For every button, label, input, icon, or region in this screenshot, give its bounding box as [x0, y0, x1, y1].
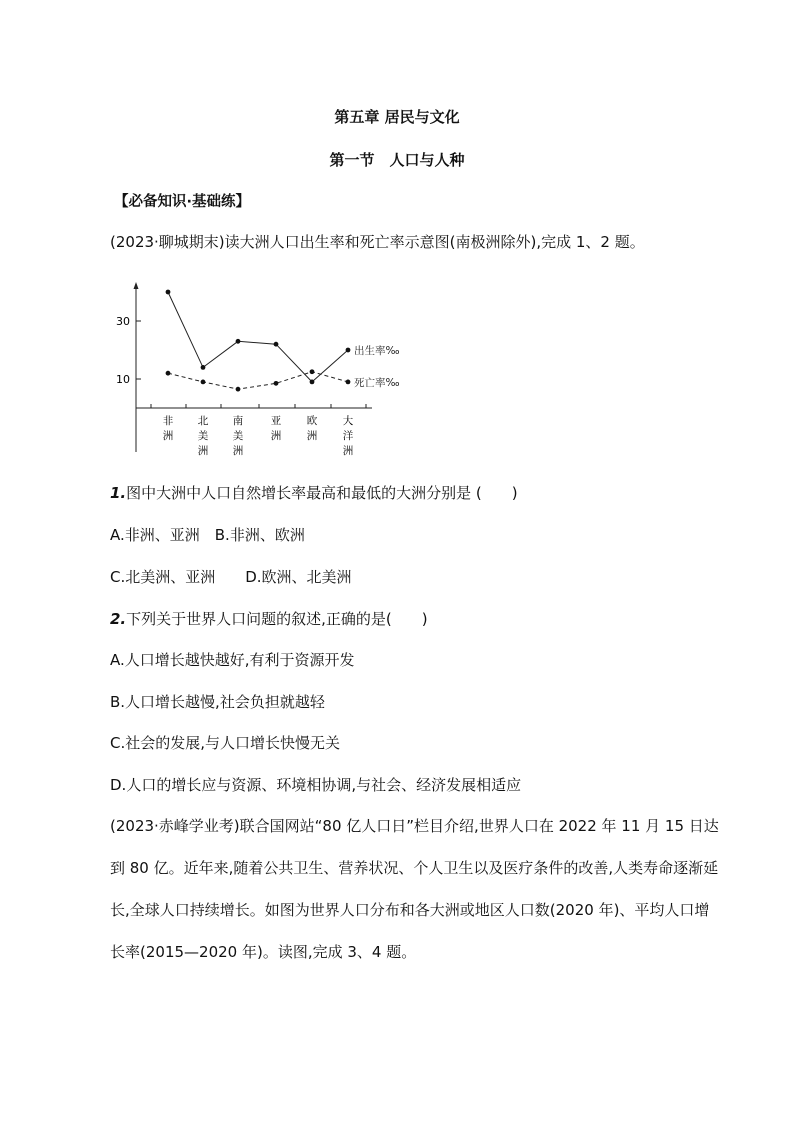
- death-rate-label: 死亡率‰: [354, 376, 400, 389]
- birth-death-rate-chart: [110, 278, 400, 458]
- x-category-label: 南: [232, 415, 244, 427]
- question-2-option-d: D.人口的增长应与资源、环境相协调,与社会、经济发展相适应: [110, 776, 522, 794]
- x-category-label: 北: [197, 415, 209, 427]
- birth-rate-point: [346, 348, 351, 353]
- x-category-label: 美: [232, 430, 244, 442]
- birth-rate-label: 出生率‰: [354, 345, 400, 357]
- death-rate-line: [168, 372, 348, 389]
- question-1-number: 1.: [110, 484, 127, 502]
- birth-rate-point: [310, 380, 315, 385]
- x-category-label: 洲: [197, 445, 209, 457]
- x-category-label: 洲: [270, 430, 282, 442]
- question-1-text: 图中大洲中人口自然增长率最高和最低的大洲分别是 ( ): [126, 484, 518, 502]
- x-category-label: 亚: [270, 415, 282, 427]
- question-2-text: 下列关于世界人口问题的叙述,正确的是( ): [126, 610, 428, 628]
- birth-rate-line: [168, 292, 348, 382]
- question-2-option-a: A.人口增长越快越好,有利于资源开发: [110, 651, 355, 669]
- question-1-stem: [110, 482, 518, 503]
- x-category-label: 美: [197, 430, 209, 442]
- death-rate-point: [166, 371, 171, 376]
- question-2-stem: [110, 608, 428, 629]
- y-axis-arrow: [134, 282, 139, 289]
- intro-text-1: (2023·聊城期末)读大洲人口出生率和死亡率示意图(南极洲除外),完成 1、2 题。: [110, 233, 645, 251]
- x-category-label: 洲: [342, 445, 354, 457]
- x-category-label: 洋: [342, 430, 354, 442]
- birth-rate-point: [201, 365, 206, 370]
- death-rate-point: [236, 387, 241, 392]
- section-title: 第一节 人口与人种: [329, 151, 465, 169]
- x-category-label: 洲: [232, 445, 244, 457]
- death-rate-point: [310, 369, 315, 374]
- question-2-option-c: C.社会的发展,与人口增长快慢无关: [110, 734, 341, 752]
- birth-rate-point: [236, 339, 241, 344]
- y-tick-label: 10: [116, 373, 130, 386]
- death-rate-point: [346, 380, 351, 385]
- x-category-label: 洲: [306, 430, 318, 442]
- birth-rate-point: [274, 342, 279, 347]
- y-tick-label: 30: [116, 315, 130, 328]
- x-category-label: 洲: [162, 430, 174, 442]
- x-category-label: 非: [162, 415, 174, 427]
- x-category-label: 欧: [306, 415, 318, 427]
- chapter-title: 第五章 居民与文化: [334, 108, 460, 126]
- question-2-option-b: B.人口增长越慢,社会负担就越轻: [110, 693, 325, 711]
- death-rate-point: [274, 381, 279, 386]
- intro-text-2: (2023·赤峰学业考)联合国网站“80 亿人口日”栏目介绍,世界人口在 2022 年 11 月 15 日达到 80 亿。近年来,随着公共卫生、营养状况、个人卫生以及医疗条件的改善,人类寿命逐渐延长,全球人口持续增长。如图为世界人口分布和各大洲或地区人口数(2020 年)、平均人口增长率(2015—2020 年)。读图,完成 3、4 题。: [110, 817, 719, 961]
- death-rate-point: [201, 380, 206, 385]
- question-2-number: 2.: [110, 610, 127, 628]
- question-1-option-row-1: A.非洲、亚洲 B.非洲、欧洲: [110, 526, 305, 544]
- x-category-label: 大: [342, 415, 354, 427]
- section-tag: 【必备知识·基础练】: [114, 194, 251, 210]
- question-1-option-row-2: C.北美洲、亚洲 D.欧洲、北美洲: [110, 568, 352, 586]
- birth-rate-point: [166, 290, 171, 295]
